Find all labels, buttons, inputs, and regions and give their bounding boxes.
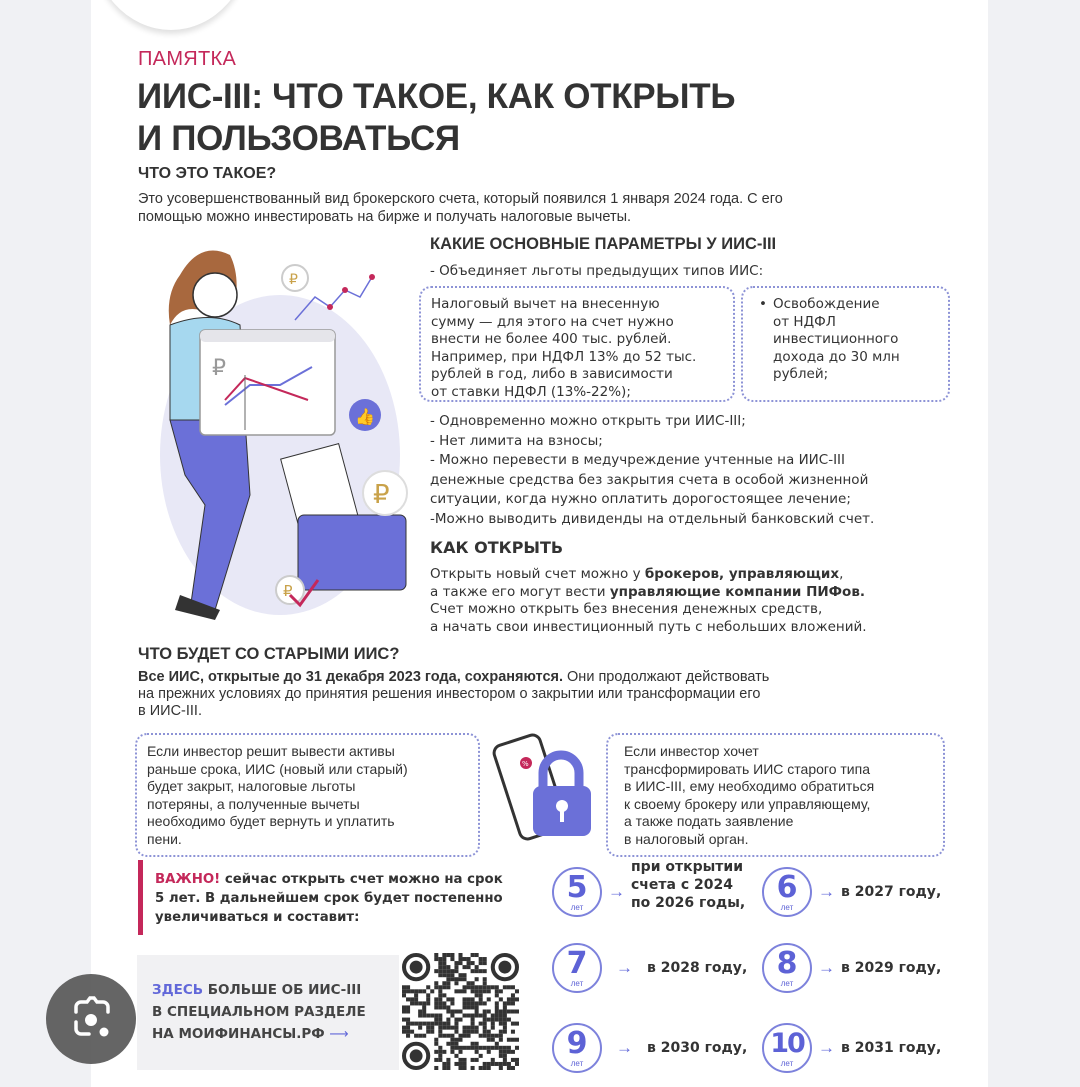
years-unit: лет bbox=[780, 1058, 794, 1068]
arrow-right-icon: → bbox=[818, 958, 835, 977]
params-list-item: - Можно перевести в медучреждение учтенные на ИИС-III bbox=[430, 452, 846, 468]
deduction-line: от ставки НДФЛ (13%-22%); bbox=[431, 383, 631, 400]
text-bold: Все ИИС, открытые до 31 декабря 2023 года, сохраняются. bbox=[138, 669, 563, 685]
transform-line: а также подать заявление bbox=[624, 813, 794, 830]
exemption-line: рублей; bbox=[773, 366, 829, 382]
term-9-years bbox=[552, 1023, 747, 1073]
exemption-line: инвестиционного bbox=[773, 331, 899, 347]
term-5-years bbox=[552, 859, 746, 917]
transform-line: трансформировать ИИС старого типа bbox=[624, 760, 870, 777]
text-bold: управляющие компании ПИФов. bbox=[609, 583, 866, 600]
exemption-line: дохода до 30 млн bbox=[773, 348, 900, 365]
params-list-item: -Можно выводить дивиденды на отдельный банковский счет. bbox=[430, 510, 875, 527]
important-label: ВАЖНО! bbox=[155, 872, 221, 887]
deduction-line: Например, при НДФЛ 13% до 52 тыс. bbox=[431, 348, 697, 365]
withdraw-line: необходимо будет вернуть и уплатить bbox=[147, 813, 395, 830]
years-number: 10 bbox=[770, 1027, 804, 1059]
years-badge bbox=[552, 867, 602, 917]
svg-text:₽: ₽ bbox=[289, 272, 298, 288]
how-open-heading: КАК ОТКРЫТЬ bbox=[430, 538, 564, 557]
withdraw-line: пени. bbox=[147, 830, 182, 847]
years-number: 8 bbox=[776, 945, 798, 981]
old-iis-line-3: в ИИС-III. bbox=[138, 703, 202, 719]
promo-line-2: В СПЕЦИАЛЬНОМ РАЗДЕЛЕ bbox=[152, 1004, 366, 1020]
chart-board bbox=[200, 330, 335, 435]
svg-text:👍: 👍 bbox=[355, 407, 375, 426]
deduction-line: рублей в год, либо в зависимости bbox=[431, 366, 673, 382]
promo-link[interactable] bbox=[152, 979, 366, 1045]
years-badge bbox=[552, 1023, 602, 1073]
withdraw-box bbox=[135, 733, 480, 857]
how-open-line-3: Счет можно открыть без внесения денежных средств, bbox=[430, 601, 823, 617]
text: Открыть новый счет можно у bbox=[430, 566, 645, 582]
withdraw-line: раньше срока, ИИС (новый или старый) bbox=[147, 760, 408, 777]
important-note bbox=[155, 870, 503, 927]
what-is-line-2: помощью можно инвестировать на бирже и получать налоговые вычеты. bbox=[138, 209, 632, 225]
svg-text:%: % bbox=[522, 760, 529, 768]
term-text: в 2028 году, bbox=[647, 960, 748, 976]
transform-line: в ИИС-III, ему необходимо обратиться bbox=[624, 778, 875, 795]
years-badge bbox=[762, 943, 812, 993]
ruble-icon: ₽ bbox=[212, 356, 226, 381]
lens-button[interactable] bbox=[46, 974, 136, 1064]
face bbox=[193, 273, 237, 317]
years-unit: лет bbox=[570, 978, 584, 988]
years-unit: лет bbox=[570, 902, 584, 912]
params-heading: КАКИЕ ОСНОВНЫЕ ПАРАМЕТРЫ У ИИС-III bbox=[430, 235, 777, 253]
years-badge bbox=[762, 867, 812, 917]
withdraw-line: потеряны, а полученные вычеты bbox=[147, 795, 360, 812]
years-number: 5 bbox=[566, 869, 588, 905]
years-badge bbox=[762, 1023, 812, 1073]
arrow-right-icon: ⟶ bbox=[329, 1026, 349, 1042]
how-open-line-1 bbox=[430, 566, 867, 584]
arrow-right-icon: → bbox=[818, 1038, 835, 1057]
important-line-3: увеличиваться и составит: bbox=[155, 910, 360, 925]
term-text: в 2030 году, bbox=[647, 1040, 748, 1056]
withdraw-line: Если инвестор решит вывести активы bbox=[147, 743, 395, 759]
text: сейчас открыть счет можно на срок bbox=[220, 872, 503, 887]
years-number: 6 bbox=[776, 869, 798, 905]
text: , bbox=[839, 566, 844, 582]
deduction-line: внести не более 400 тыс. рублей. bbox=[431, 331, 672, 347]
svg-text:₽: ₽ bbox=[373, 480, 390, 510]
years-unit: лет bbox=[780, 978, 794, 988]
term-text: в 2029 году, bbox=[841, 960, 942, 976]
term-line: по 2026 годы, bbox=[631, 895, 746, 911]
params-list bbox=[430, 412, 874, 529]
params-list-item: - Одновременно можно открыть три ИИС-III; bbox=[430, 413, 746, 429]
params-list-item: - Нет лимита на взносы; bbox=[430, 432, 603, 449]
old-iis-line-1 bbox=[138, 669, 769, 686]
term-line: при открытии bbox=[631, 859, 744, 875]
arrow-right-icon: → bbox=[616, 958, 633, 977]
text: НА МОИФИНАНСЫ.РФ bbox=[152, 1026, 325, 1042]
withdraw-line: будет закрыт, налоговые льготы bbox=[147, 778, 356, 795]
what-is-line-1: Это усовершенствованный вид брокерского счета, который появился 1 января 2024 года. С его bbox=[138, 191, 783, 207]
old-iis-heading: ЧТО БУДЕТ СО СТАРЫМИ ИИС? bbox=[138, 645, 400, 663]
title-line-2: И ПОЛЬЗОВАТЬСЯ bbox=[137, 119, 460, 158]
exemption-box bbox=[741, 286, 950, 402]
years-number: 7 bbox=[566, 945, 588, 981]
qr-code[interactable] bbox=[402, 953, 519, 1070]
investor-illustration bbox=[140, 235, 420, 630]
arrow-right-icon: → bbox=[608, 882, 625, 901]
years-unit: лет bbox=[570, 1058, 584, 1068]
term-line: счета с 2024 bbox=[631, 877, 733, 893]
years-number: 9 bbox=[566, 1025, 588, 1061]
lens-camera-icon bbox=[46, 974, 136, 1064]
how-open-text bbox=[430, 566, 867, 636]
transform-box bbox=[606, 733, 945, 857]
kicker-label: ПАМЯТКА bbox=[138, 48, 237, 70]
page-title bbox=[137, 76, 735, 160]
promo-line-1 bbox=[152, 979, 366, 1001]
promo-line-3 bbox=[152, 1023, 366, 1045]
transform-line: Если инвестор хочет bbox=[624, 743, 759, 759]
bullet: • bbox=[759, 296, 767, 312]
important-line-2: 5 лет. В дальнейшем срок будет постепенно bbox=[155, 891, 503, 906]
important-line-1 bbox=[155, 870, 503, 889]
params-list-item: денежные средства без закрытия счета в особой жизненной bbox=[430, 471, 869, 488]
how-open-line-4: а начать свои инвестиционный путь с небольших вложений. bbox=[430, 618, 867, 635]
transform-line: в налоговый орган. bbox=[624, 830, 749, 847]
phone-lock-illustration bbox=[488, 728, 603, 853]
title-line-1: ИИС-III: ЧТО ТАКОЕ, КАК ОТКРЫТЬ bbox=[137, 77, 736, 116]
what-is-heading: ЧТО ЭТО ТАКОЕ? bbox=[138, 165, 277, 182]
transform-line: к своему брокеру или управляющему, bbox=[624, 795, 871, 812]
how-open-line-2 bbox=[430, 584, 867, 602]
deduction-line: Налоговый вычет на внесенную bbox=[431, 296, 660, 312]
what-is-text bbox=[138, 190, 783, 226]
term-text: в 2031 году, bbox=[841, 1040, 942, 1056]
params-list-item: ситуации, когда нужно оплатить дорогостоящее лечение; bbox=[430, 491, 851, 507]
exemption-line: от НДФЛ bbox=[773, 313, 836, 330]
term-7-years bbox=[552, 943, 747, 993]
deduction-line: сумму — для этого на счет нужно bbox=[431, 313, 674, 330]
params-intro: - Объединяет льготы предыдущих типов ИИС: bbox=[430, 263, 764, 279]
text-bold: брокеров, управляющих bbox=[644, 566, 840, 582]
term-6-years bbox=[762, 867, 941, 917]
old-iis-text bbox=[138, 669, 769, 720]
term-8-years bbox=[762, 943, 941, 993]
arrow-right-icon: → bbox=[616, 1038, 633, 1057]
important-bar bbox=[138, 860, 143, 935]
exemption-line: Освобождение bbox=[773, 296, 880, 312]
svg-text:₽: ₽ bbox=[283, 582, 293, 600]
text: а также его могут вести bbox=[430, 583, 610, 600]
chart-board-bar bbox=[200, 330, 335, 342]
term-10-years bbox=[762, 1023, 941, 1073]
term-text: в 2027 году, bbox=[841, 884, 942, 900]
term-text bbox=[631, 858, 745, 912]
deduction-box bbox=[419, 286, 735, 402]
text: Они продолжают действовать bbox=[563, 669, 770, 685]
text: БОЛЬШЕ ОБ ИИС-III bbox=[203, 982, 362, 998]
promo-highlight: ЗДЕСЬ bbox=[152, 982, 204, 998]
arrow-right-icon: → bbox=[818, 882, 835, 901]
years-unit: лет bbox=[780, 902, 794, 912]
old-iis-line-2: на прежних условиях до принятия решения инвестором о закрытии или трансформации его bbox=[138, 686, 761, 702]
briefcase-icon bbox=[298, 515, 406, 590]
years-badge bbox=[552, 943, 602, 993]
